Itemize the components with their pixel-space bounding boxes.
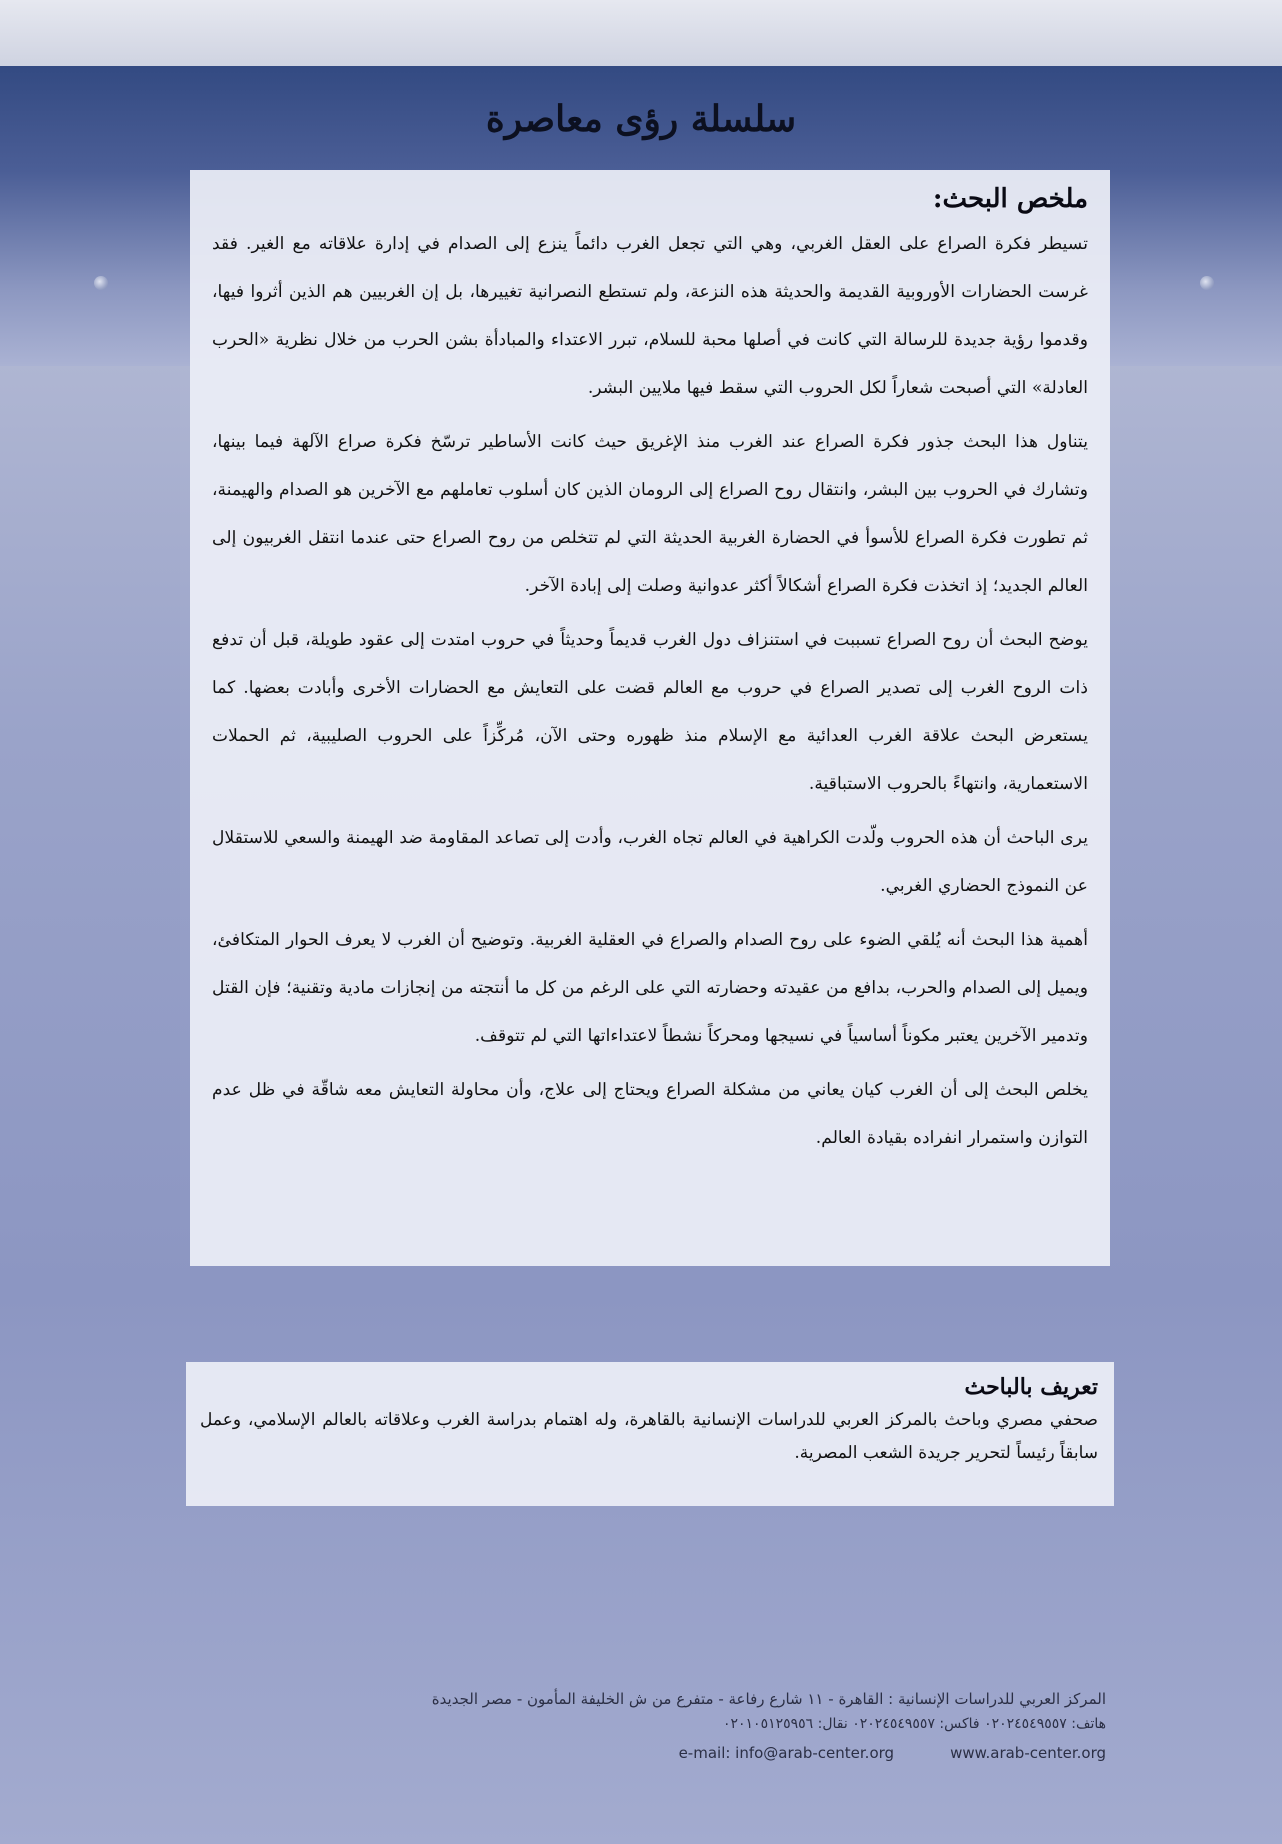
- publisher-email: e-mail: info@arab-center.org: [678, 1744, 895, 1762]
- abstract-heading: ملخص البحث:: [932, 184, 1088, 214]
- publisher-footer: [190, 1690, 1106, 1762]
- abstract-panel: [190, 170, 1110, 1266]
- abstract-paragraph: تسيطر فكرة الصراع على العقل الغربي، وهي التي تجعل الغرب دائماً ينزع إلى الصدام في إدارة علاقاته مع الغير. فقد غرست الحضارات الأوروبية القديمة والحديثة هذه النزعة، ولم تستطع النصرانية تغييرها، بل إن الغربيين هم الذين أثروا فيها، وقدموا رؤية جديدة للرسالة التي كانت في أصلها محبة للسلام، تبرر الاعتداء والمبادأة بشن الحرب من خلال نظرية «الحرب العادلة» التي أصبحت شعاراً لكل الحروب التي سقط فيها ملايين البشر.: [212, 234, 1088, 398]
- series-title: سلسلة رؤى معاصرة: [485, 98, 797, 140]
- publisher-phones: هاتف: ٠٢٠٢٤٥٤٩٥٥٧ فاكس: ٠٢٠٢٤٥٤٩٥٥٧ نقال: ٠٢٠١٠٥١٢٥٩٥٦: [722, 1716, 1106, 1732]
- author-bio: صحفي مصري وباحث بالمركز العربي للدراسات الإنسانية بالقاهرة، وله اهتمام بدراسة الغرب وعلاقاته بالعالم الإسلامي، وعمل سابقاً رئيساً لتحرير جريدة الشعب المصرية.: [200, 1410, 1098, 1463]
- abstract-paragraph: يوضح البحث أن روح الصراع تسببت في استنزاف دول الغرب قديماً وحديثاً في حروب امتدت إلى عقود طويلة، قبل أن تدفع ذات الروح الغرب إلى تصدير الصراع في حروب مع العالم قضت على التعايش مع الحضارات الأخرى وأبادت بعضها. كما يستعرض البحث علاقة الغرب العدائية مع الإسلام منذ ظهوره وحتى الآن، مُركِّزاً على الحروب الصليبية، ثم الحملات الاستعمارية، وانتهاءً بالحروب الاستباقية.: [212, 630, 1088, 794]
- decorative-dot-right: [1200, 276, 1214, 290]
- abstract-paragraph: يتناول هذا البحث جذور فكرة الصراع عند الغرب منذ الإغريق حيث كانت الأساطير ترسّخ فكرة صراع الآلهة فيما بينها، وتشارك في الحروب بين البشر، وانتقال روح الصراع إلى الرومان الذين كان أسلوب تعاملهم مع الآخرين هو الصدام والهيمنة، ثم تطورت فكرة الصراع للأسوأ في الحضارة الغربية الحديثة التي لم تتخلص من روح الصراع حتى عندما انتقل الغربيون إلى العالم الجديد؛ إذ اتخذت فكرة الصراع أشكالاً أكثر عدوانية وصلت إلى إبادة الآخر.: [212, 432, 1088, 596]
- publisher-website: www.arab-center.org: [950, 1744, 1106, 1762]
- author-heading: تعريف بالباحث: [964, 1374, 1098, 1400]
- abstract-paragraph: أهمية هذا البحث أنه يُلقي الضوء على روح الصدام والصراع في العقلية الغربية. وتوضيح أن الغرب لا يعرف الحوار المتكافئ، ويميل إلى الصدام والحرب، بدافع من عقيدته وحضارته التي على الرغم من كل ما أنتجته من إنجازات مادية وتقنية؛ فإن القتل وتدمير الآخرين يعتبر مكوناً أساسياً في نسيجها ومحركاً نشطاً لاعتداءاتها التي لم تتوقف.: [212, 930, 1088, 1046]
- author-panel: [186, 1362, 1114, 1506]
- footer-links: [190, 1744, 1106, 1762]
- publisher-address: المركز العربي للدراسات الإنسانية : القاهرة - ١١ شارع رفاعة - متفرع من ش الخليفة المأمون - مصر الجديدة: [431, 1690, 1106, 1708]
- decorative-dot-left: [94, 276, 108, 290]
- abstract-paragraph: يخلص البحث إلى أن الغرب كيان يعاني من مشكلة الصراع ويحتاج إلى علاج، وأن محاولة التعايش معه شاقّة في ظل عدم التوازن واستمرار انفراده بقيادة العالم.: [212, 1080, 1088, 1148]
- abstract-paragraph: يرى الباحث أن هذه الحروب ولّدت الكراهية في العالم تجاه الغرب، وأدت إلى تصاعد المقاومة ضد الهيمنة والسعي للاستقلال عن النموذج الحضاري الغربي.: [212, 828, 1088, 896]
- top-band: [0, 0, 1282, 66]
